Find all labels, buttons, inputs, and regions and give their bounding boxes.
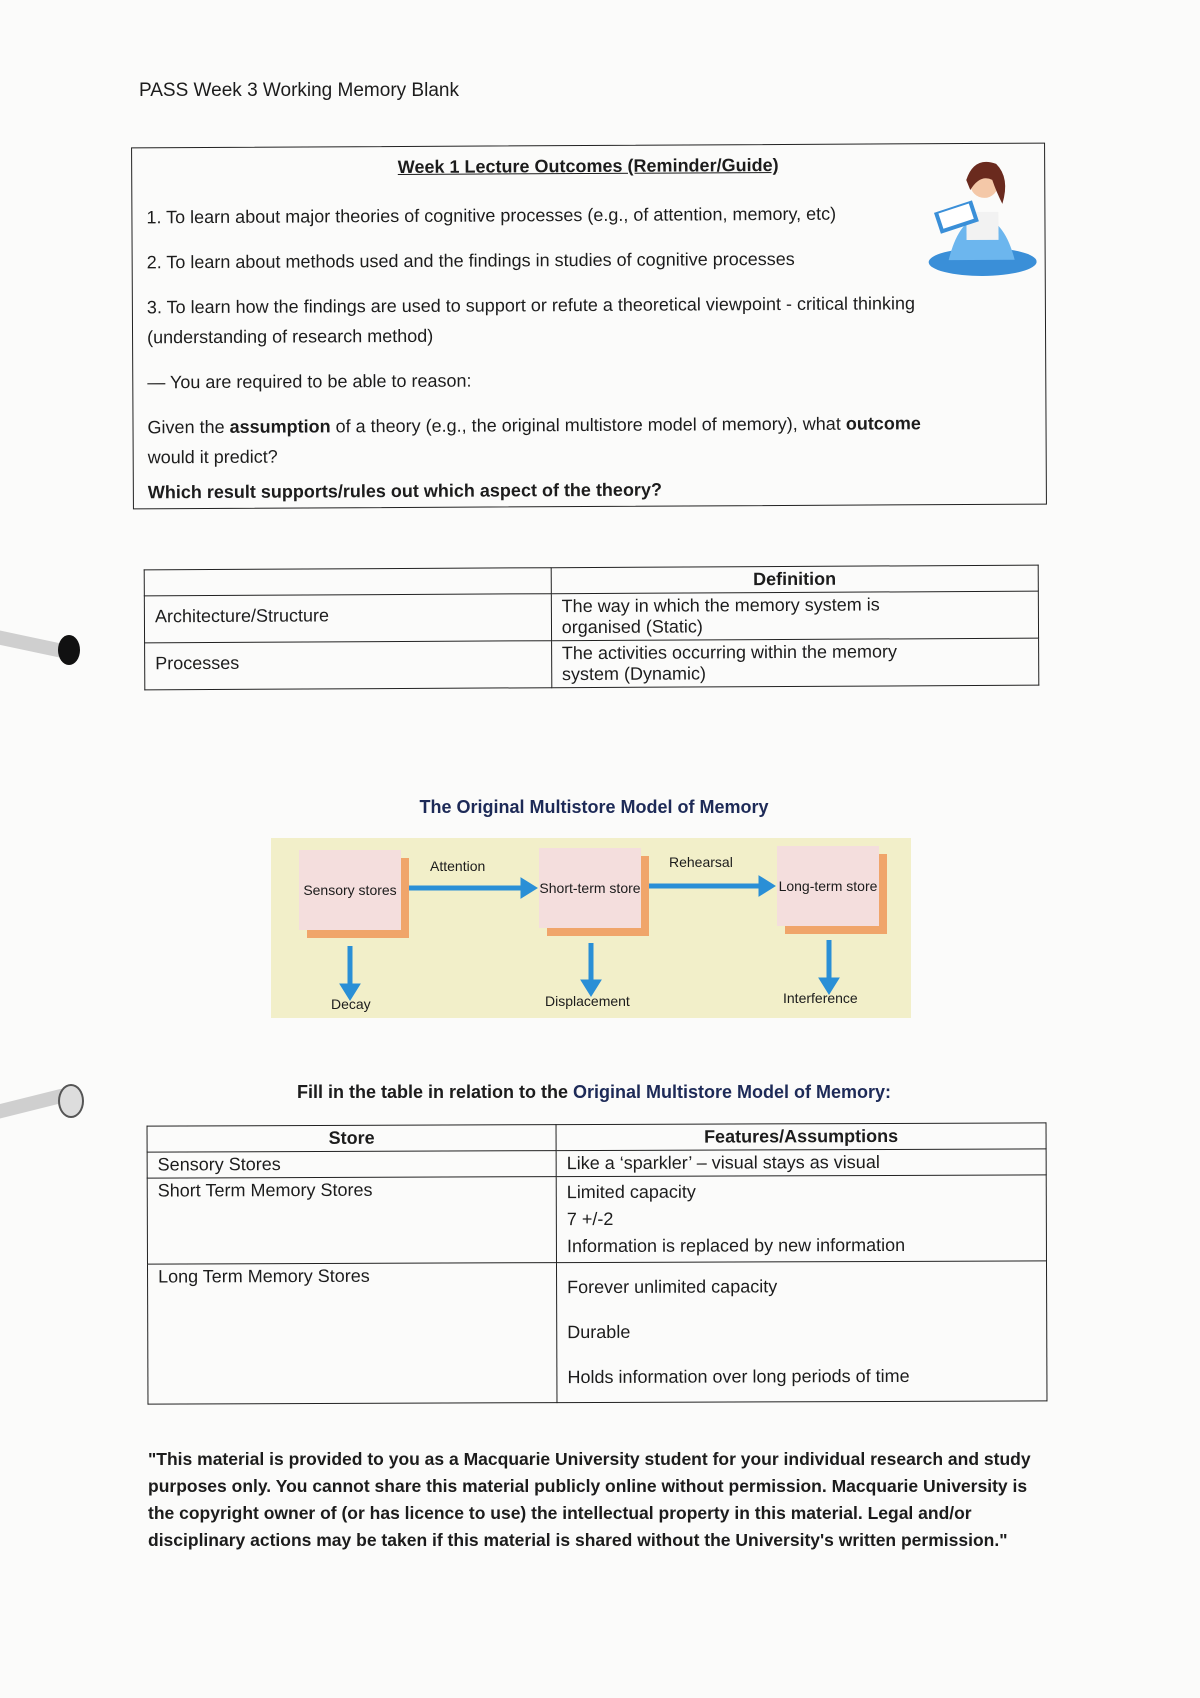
fill-prompt-model: Original Multistore Model of Memory: xyxy=(573,1082,892,1102)
feature-line: Holds information over long periods of time xyxy=(567,1365,910,1388)
interference-label: Interference xyxy=(783,990,858,1006)
outcomes-heading: Week 1 Lecture Outcomes (Reminder/Guide) xyxy=(397,155,779,177)
lecture-outcomes-box xyxy=(131,143,1047,510)
store-cell: Short Term Memory Stores xyxy=(147,1177,556,1264)
fill-prompt-text: Fill in the table in relation to the xyxy=(296,1082,573,1102)
store-cell: Long Term Memory Stores xyxy=(147,1263,557,1404)
attention-arrowhead xyxy=(521,878,537,898)
assumption-question-line-2: would it predict? xyxy=(147,446,278,468)
reason-intro: — You are required to be able to reason: xyxy=(147,370,472,393)
attention-label: Attention xyxy=(430,858,486,874)
table-row xyxy=(144,591,1038,643)
features-cell xyxy=(557,1261,1047,1403)
displacement-label: Displacement xyxy=(545,993,630,1009)
definition-table xyxy=(144,565,1040,691)
assumption-text-b: of a theory (e.g., the original multistore model of memory), what xyxy=(330,413,846,437)
fill-table-prompt xyxy=(0,1082,1188,1103)
copyright-disclaimer: "This material is provided to you as a Macquarie University student for your individual research and study purposes only. You cannot share this material publicly online without permission. Macquarie University is the copyright owner of (or has licence to use) the intellectual property in this material. Legal and/or disciplinary actions may be taken if this material is shared without the University's written permission." xyxy=(148,1449,1031,1550)
term-cell: Architecture/Structure xyxy=(144,594,551,643)
result-question: Which result supports/rules out which aspect of the theory? xyxy=(147,479,662,503)
term-cell: Processes xyxy=(145,641,552,690)
definition-line: organised (Static) xyxy=(561,616,703,638)
definition-header-empty xyxy=(144,568,551,596)
assumption-question-line-1 xyxy=(147,409,920,441)
feature-line: Forever unlimited capacity xyxy=(567,1276,778,1298)
feature-line: Limited capacity xyxy=(566,1181,696,1203)
definition-line: The activities occurring within the memory xyxy=(561,641,898,664)
document-title: PASS Week 3 Working Memory Blank xyxy=(139,80,459,101)
long-term-store-box: Long-term store xyxy=(777,846,879,926)
store-features-table xyxy=(147,1122,1048,1404)
outcome-1: 1. To learn about major theories of cognitive processes (e.g., of attention, memory, etc) xyxy=(146,203,837,228)
features-cell xyxy=(556,1175,1046,1263)
definition-line: system (Dynamic) xyxy=(561,663,707,685)
outcome-2: 2. To learn about methods used and the findings in studies of cognitive processes xyxy=(146,248,795,273)
outcome-3-line-1: 3. To learn how the findings are used to support or refute a theoretical viewpoint - critical thinking xyxy=(146,293,916,318)
outcome-3-line-2: (understanding of research method) xyxy=(147,325,434,348)
definition-header: Definition xyxy=(551,565,1038,594)
rehearsal-arrowhead xyxy=(759,876,775,896)
outcome-bold: outcome xyxy=(845,413,921,434)
assumption-text-a: Given the xyxy=(147,416,230,438)
short-term-store-box: Short-term store xyxy=(539,848,641,928)
binder-ring-top-end xyxy=(58,635,80,665)
store-table-header xyxy=(147,1123,1046,1152)
assumption-bold: assumption xyxy=(229,416,331,437)
sensory-stores-box: Sensory stores xyxy=(299,850,401,930)
belle-reading-illustration xyxy=(918,150,1037,281)
feature-line: 7 +/-2 xyxy=(566,1208,614,1230)
feature-line: Like a ‘sparkler’ – visual stays as visual xyxy=(566,1152,880,1174)
definition-cell xyxy=(551,638,1038,688)
store-cell: Sensory Stores xyxy=(147,1151,556,1178)
store-header: Store xyxy=(147,1125,556,1152)
diagram-title: The Original Multistore Model of Memory xyxy=(419,797,769,817)
feature-line: Information is replaced by new information xyxy=(566,1234,906,1257)
definition-cell xyxy=(551,591,1038,641)
table-row xyxy=(147,1261,1046,1404)
rehearsal-label: Rehearsal xyxy=(669,854,733,870)
features-cell xyxy=(556,1149,1046,1177)
table-row xyxy=(145,638,1039,690)
table-row xyxy=(147,1149,1046,1178)
feature-line: Durable xyxy=(567,1321,631,1343)
multistore-diagram xyxy=(271,838,911,1018)
table-row xyxy=(147,1175,1046,1264)
decay-label: Decay xyxy=(331,996,371,1012)
definition-line: The way in which the memory system is xyxy=(561,594,880,617)
features-header: Features/Assumptions xyxy=(556,1123,1046,1151)
